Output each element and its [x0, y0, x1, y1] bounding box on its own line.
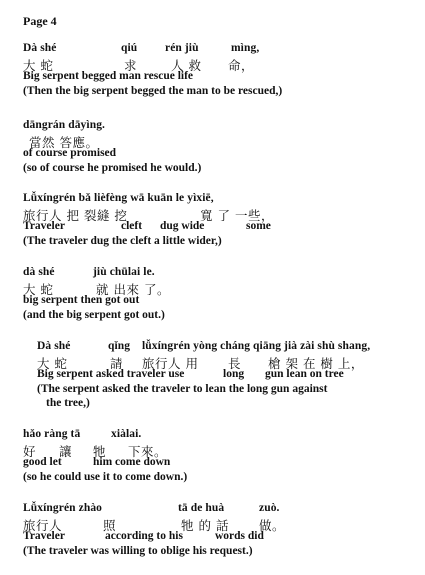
pinyin-text: qiú: [121, 42, 138, 54]
chinese-text: 當然 答應。: [29, 135, 99, 150]
english-translation: (and the big serpent got out.): [23, 309, 165, 321]
pinyin-text: hǎo ràng tā: [23, 428, 81, 440]
chinese-text: 下來。: [128, 444, 168, 459]
pinyin-text: qǐng: [108, 340, 131, 352]
chinese-text: 大 蛇: [23, 58, 54, 73]
english-gloss: according to his: [105, 530, 183, 542]
english-gloss: big serpent then got out: [23, 294, 140, 306]
english-gloss: Traveler: [23, 530, 65, 542]
pinyin-text: dāngrán dāyìng.: [23, 119, 106, 131]
sentence-block-7: [23, 502, 418, 558]
pinyin-text: Lǚxíngrén bǎ lièfèng wā kuān le yìxiē,: [23, 192, 214, 204]
pinyin-text: dà shé: [23, 266, 55, 278]
chinese-text: 就 出來 了。: [96, 282, 170, 297]
chinese-text: 寬 了 一些，: [200, 208, 274, 223]
chinese-text: 牠: [93, 444, 107, 459]
pinyin-text: Lǚxíngrén zhào: [23, 502, 103, 514]
english-gloss: cleft: [121, 220, 143, 232]
chinese-text: 大 蛇: [23, 282, 54, 297]
sentence-block-4: [23, 266, 418, 322]
english-translation-continued: the tree,): [46, 397, 90, 409]
pinyin-text: jiù chūlai le.: [93, 266, 155, 278]
english-translation: (so of course he promised he would.): [23, 162, 202, 174]
chinese-text: 命，: [228, 58, 255, 73]
english-translation: (Then the big serpent begged the man to be rescued,): [23, 85, 283, 97]
pinyin-text: mìng,: [231, 42, 260, 54]
pinyin-text: rén jiù: [165, 42, 199, 54]
english-translation: (so he could use it to come down.): [23, 471, 188, 483]
english-gloss: him come down: [93, 456, 171, 468]
chinese-text: 大 蛇: [37, 356, 68, 371]
english-gloss: words did: [215, 530, 264, 542]
pinyin-text: Dà shé: [23, 42, 57, 54]
chinese-text: 槍 架 在 樹 上，: [268, 356, 364, 371]
chinese-text: 旅行人 把 裂縫 挖: [23, 208, 128, 223]
chinese-text: 人 救: [171, 58, 202, 73]
english-gloss: good let: [23, 456, 62, 468]
chinese-text: 好: [23, 444, 37, 459]
pinyin-text: tā de huà: [178, 502, 225, 514]
chinese-text: 請: [110, 356, 124, 371]
sentence-block-5: [37, 340, 425, 410]
chinese-text: 長: [228, 356, 242, 371]
sentence-block-3: [23, 192, 418, 248]
english-gloss: dug wide: [160, 220, 205, 232]
pinyin-text: xiàlai.: [111, 428, 142, 440]
chinese-text: 讓: [59, 444, 73, 459]
english-gloss: Traveler: [23, 220, 65, 232]
english-gloss: of course promised: [23, 147, 117, 159]
page-number: Page 4: [23, 14, 57, 28]
chinese-text: 做。: [259, 518, 286, 533]
chinese-text: 牠 的 話: [181, 518, 229, 533]
english-gloss: Big serpent begged man rescue life: [23, 70, 194, 82]
chinese-text: 旅行人 用: [142, 356, 199, 371]
english-translation: (The traveler was willing to oblige his request.): [23, 545, 253, 557]
sentence-block-1: [23, 42, 418, 98]
english-translation: (The traveler dug the cleft a little wider,): [23, 235, 222, 247]
sentence-block-2: [23, 119, 418, 175]
pinyin-text: lǚxíngrén yòng cháng qiāng jià zài shù shang,: [142, 340, 371, 352]
english-gloss: Big serpent asked traveler use: [37, 368, 185, 380]
sentence-block-6: [23, 428, 418, 484]
english-gloss: long: [223, 368, 245, 380]
pinyin-text: zuò.: [259, 502, 280, 514]
english-translation: (The serpent asked the traveler to lean the long gun against: [37, 383, 328, 395]
english-gloss: gun lean on tree: [265, 368, 344, 380]
pinyin-text: Dà shé: [37, 340, 71, 352]
chinese-text: 求: [124, 58, 138, 73]
chinese-text: 旅行人: [23, 518, 63, 533]
chinese-text: 照: [103, 518, 117, 533]
english-gloss: some: [246, 220, 271, 232]
